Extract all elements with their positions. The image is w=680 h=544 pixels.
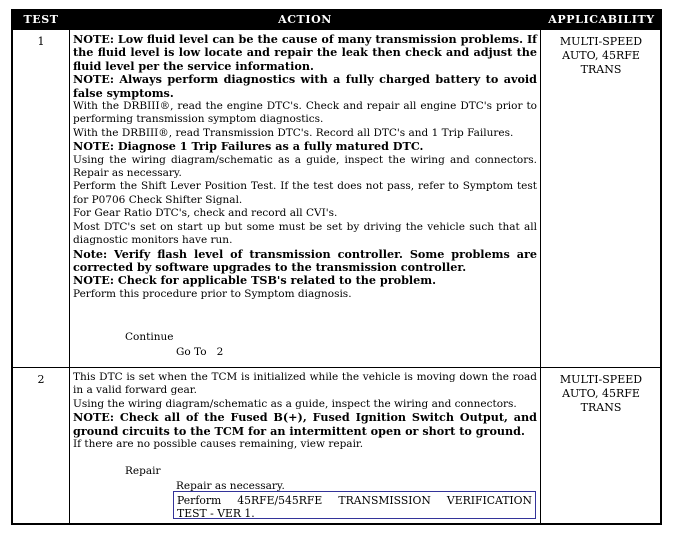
note-line: NOTE: Check all of the Fused B(+), Fused Ignition Switch Output, and ground circuits to the TCM for an intermittent open or short to ground. (73, 410, 537, 438)
note-line: NOTE: Low fluid level can be the cause of many transmission problems. If the fluid level is low locate and repair the leak then check and adjust the fluid level per the service information. (73, 32, 537, 73)
action-line: Using the wiring diagram/schematic as a guide, inspect the wiring and connectors. (73, 397, 517, 410)
goto-link[interactable] (176, 346, 223, 358)
result-label: Repair (125, 465, 161, 477)
action-text (73, 371, 537, 451)
action-text (73, 33, 537, 301)
verify-line: Perform 45RFE/545RFE TRANSMISSION VERIFICATION (177, 494, 532, 507)
note-line: NOTE: Always perform diagnostics with a fully charged battery to avoid false symptoms. (73, 72, 537, 100)
action-line: For Gear Ratio DTC's, check and record all CVI's. (73, 207, 338, 220)
column-divider (69, 11, 70, 523)
action-line: Perform this procedure prior to Symptom diagnosis. (73, 287, 352, 300)
action-line: Using the wiring diagram/schematic as a guide, inspect the wiring and connectors. Repair as necessary. (73, 153, 537, 180)
action-line: With the DRBIII®, read Transmission DTC's. Record all DTC's and 1 Trip Failures. (73, 126, 514, 139)
test-number: 1 (37, 35, 45, 48)
action-line: Most DTC's set on start up but some must be set by driving the vehicle such that all diagnostic monitors have run. (73, 220, 537, 247)
verify-line: TEST - VER 1. (177, 507, 255, 520)
applicability-text: MULTI-SPEED AUTO, 45RFE TRANS (559, 35, 643, 76)
action-line: With the DRBIII®, read the engine DTC's. Check and repair all engine DTC's prior to performing transmission symptom diagnostics. (73, 100, 537, 126)
action-line: This DTC is set when the TCM is initialized while the vehicle is moving down the road in a valid forward gear. (73, 371, 537, 397)
action-line: Perform the Shift Lever Position Test. If the test does not pass, refer to Symptom test for P0706 Check Shifter Signal. (73, 180, 537, 206)
header-action: ACTION (278, 13, 332, 26)
header-test: TEST (23, 13, 59, 26)
header-applicability: APPLICABILITY (548, 13, 655, 26)
applicability-text: MULTI-SPEED AUTO, 45RFE TRANS (559, 373, 643, 414)
goto-label: Go To (176, 346, 207, 358)
test-number: 2 (37, 373, 45, 386)
note-line: Note: Verify flash level of transmission controller. Some problems are corrected by software upgrades to the transmission controller. (73, 246, 537, 274)
action-line: If there are no possible causes remaining, view repair. (73, 438, 364, 451)
column-divider (540, 11, 541, 523)
diagnostic-table (11, 9, 662, 525)
row-divider (13, 367, 660, 368)
goto-target: 2 (216, 346, 224, 358)
row-divider (13, 29, 660, 30)
repair-text: Repair as necessary. (176, 480, 285, 492)
result-label: Continue (125, 331, 174, 343)
verification-test-link[interactable] (173, 491, 536, 519)
note-line: NOTE: Check for applicable TSB's related to the problem. (73, 273, 436, 288)
note-line: NOTE: Diagnose 1 Trip Failures as a fully matured DTC. (73, 139, 424, 154)
